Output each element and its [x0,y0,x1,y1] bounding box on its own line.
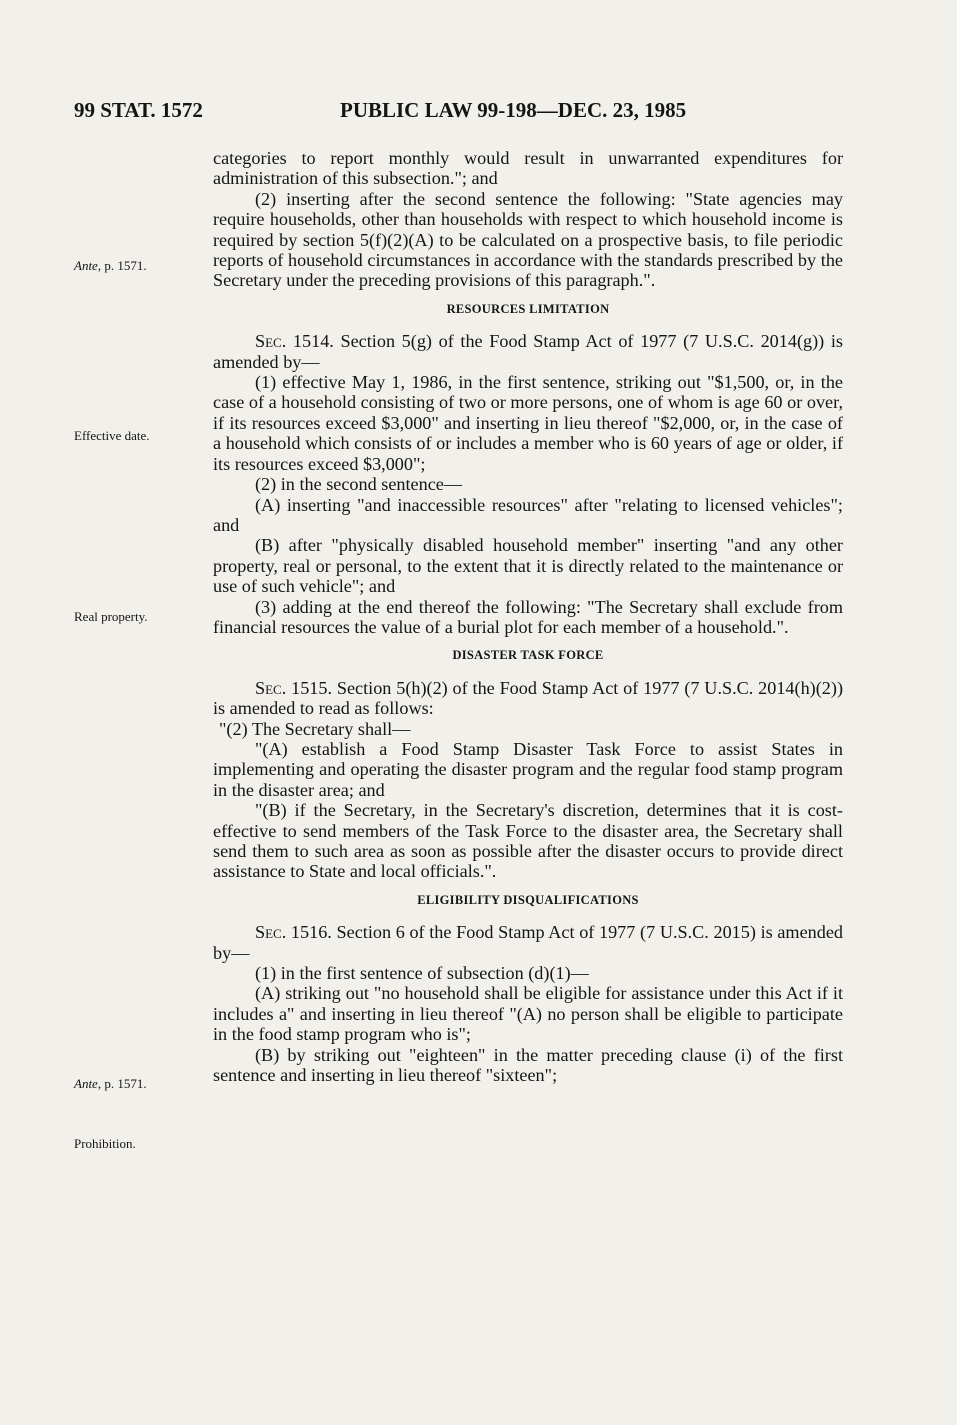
section-1514-item-2b: (B) after "physically disabled household member" inserting "and any other property, real or personal, to the extent that it is directly related to the maintenance or use of such vehicle"; and [213,535,843,597]
section-1516-intro [213,922,843,963]
paragraph-continuation: categories to report monthly would result in unwarranted expenditures for administration of this subsection."; and [213,148,843,189]
margin-note-ante-1 [74,258,147,274]
page-header [74,98,864,130]
section-1516-text: 1516. Section 6 of the Food Stamp Act of 1977 (7 U.S.C. 2015) is amended by— [213,922,843,963]
margin-note-effective-date: Effective date. [74,428,150,443]
margin-note-ante-italic: Ante, [74,258,102,273]
section-1515-text: 1515. Section 5(h)(2) of the Food Stamp Act of 1977 (7 U.S.C. 2014(h)(2)) is amended to read as follows: [213,677,843,719]
section-1514-item-1: (1) effective May 1, 1986, in the first sentence, striking out "$1,500, or, in the case of a household consisting of two or more persons, one of whom is age 60 or over, if its resources exceed $3,000" and inserting in lieu thereof "$2,000, or, in the case of a household which consists of or includes a member who is 60 years of age or older, if its resources exceed $3,000"; [213,372,843,474]
section-1516-item-1: (1) in the first sentence of subsection (d)(1)— [255,963,589,984]
margin-note-ante-2 [74,1076,147,1092]
sec-label: Sec. [255,677,287,698]
paragraph-item-2: (2) inserting after the second sentence the following: "State agencies may require households, other than households with respect to which household income is required by section 5(f)(2)(A) to be calculated on a prospective basis, to file periodic reports of household circumstances in accordance with the standards prescribed by the Secretary under the preceding provisions of this paragraph.". [213,188,843,291]
document-body [213,148,843,1085]
margin-note-prohibition: Prohibition. [74,1136,136,1151]
section-1515-paragraph-2: "(2) The Secretary shall— [219,718,411,739]
section-1515-item-b: "(B) if the Secretary, in the Secretary's discretion, determines that it is cost-effective to send members of the Task Force to the disaster area, the Secretary shall send them to such area as soon as possible after the disaster occurs to provide direct assistance to State and local officials.". [213,800,843,882]
margin-note-ante-page: p. 1571. [101,1076,147,1091]
margin-note-ante-italic: Ante, [74,1076,102,1091]
margin-note-real-property: Real property. [74,609,148,624]
section-1516-item-1b: (B) by striking out "eighteen" in the matter preceding clause (i) of the first sentence and inserting in lieu thereof "sixteen"; [213,1044,843,1086]
section-1514-item-2: (2) in the second sentence— [255,474,463,495]
section-1514-item-2a: (A) inserting "and inaccessible resources" after "relating to licensed vehicles"; and [213,494,843,535]
section-1515-intro [213,678,843,719]
sec-label: Sec. [255,922,287,943]
margin-note-ante-page: p. 1571. [101,258,147,273]
sec-label: Sec. [255,331,287,352]
section-heading-disaster-task-force: DISASTER TASK FORCE [452,648,604,663]
section-1514-item-3: (3) adding at the end thereof the following: "The Secretary shall exclude from financial resources the value of a burial plot for each member of a household.". [213,596,843,637]
header-law-title: PUBLIC LAW 99-198—DEC. 23, 1985 [340,98,687,122]
section-1516-item-1a: (A) striking out "no household shall be eligible for assistance under this Act if it includes a" and inserting in lieu thereof "(A) no person shall be eligible to participate in the food stamp program who is"; [213,983,843,1045]
header-stat-page: 99 STAT. 1572 [74,98,203,122]
section-heading-eligibility-disqualifications: ELIGIBILITY DISQUALIFICATIONS [417,892,639,907]
section-1515-item-a: "(A) establish a Food Stamp Disaster Task Force to assist States in implementing and operating the disaster program and the regular food stamp program in the disaster area; and [213,738,843,800]
section-1514-intro [213,331,843,372]
section-1514-text: 1514. Section 5(g) of the Food Stamp Act of 1977 (7 U.S.C. 2014(g)) is amended by— [213,331,843,372]
section-heading-resources-limitation: RESOURCES LIMITATION [446,301,610,316]
